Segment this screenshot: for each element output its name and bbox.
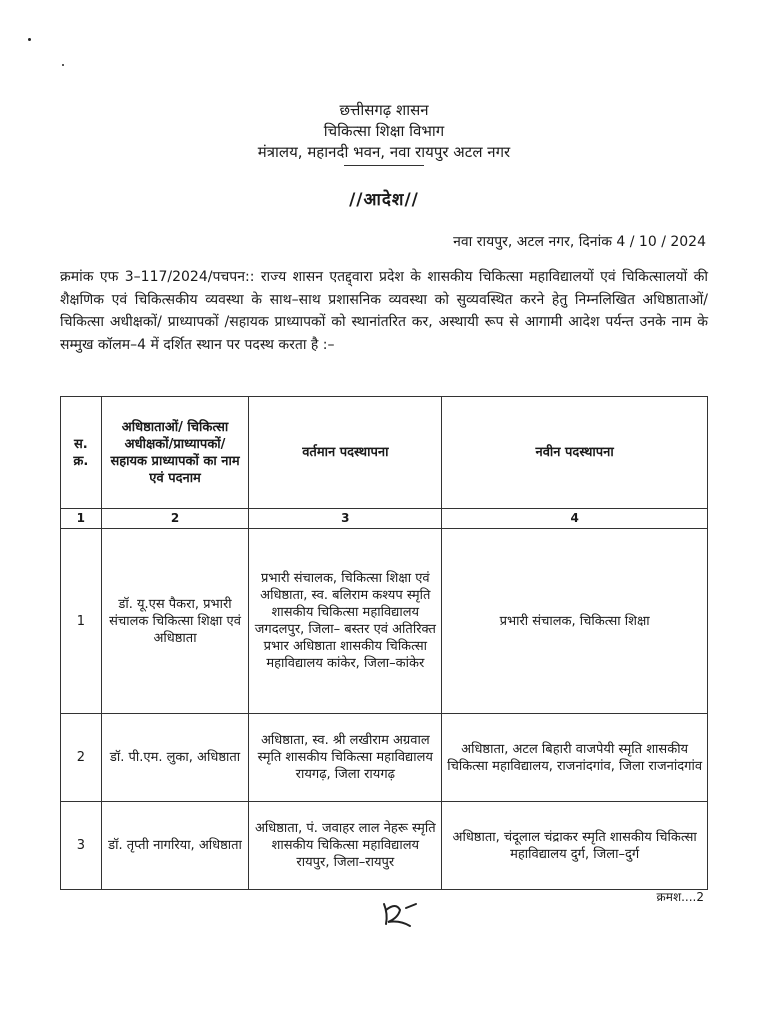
table-row [61, 529, 708, 714]
transfer-table [60, 396, 708, 890]
row-current-posting: अधिष्ठाता, स्व. श्री लखीराम अग्रवाल स्मृति शासकीय चिकित्सा महाविद्यालय रायगढ़, जिला रायगढ़ [249, 714, 442, 802]
row-sno: 3 [61, 802, 102, 890]
scan-speck [28, 38, 31, 41]
header-line-1: छत्तीसगढ़ शासन [339, 101, 429, 119]
row-name: डॉ. यू.एस पैकरा, प्रभारी संचालक चिकित्सा शिक्षा एवं अधिष्ठाता [101, 529, 249, 714]
header-line-3: मंत्रालय, महानदी भवन, नवा रायपुर अटल नगर [257, 143, 511, 161]
table-header-row [61, 397, 708, 509]
row-sno: 1 [61, 529, 102, 714]
row-name: डॉ. तृप्ती नागरिया, अधिष्ठाता [101, 802, 249, 890]
signature-initials [376, 900, 420, 930]
header-new-posting: नवीन पदस्थापना [442, 397, 708, 509]
row-new-posting: अधिष्ठाता, चंदूलाल चंद्राकर स्मृति शासकीय चिकित्सा महाविद्यालय दुर्ग, जिला–दुर्ग [442, 802, 708, 890]
scan-speck [62, 64, 64, 66]
date-line: नवा रायपुर, अटल नगर, दिनांक 4 / 10 / 2024 [453, 234, 706, 250]
table-row [61, 802, 708, 890]
table-row [61, 714, 708, 802]
header-line-2: चिकित्सा शिक्षा विभाग [323, 122, 445, 140]
order-title: //आदेश// [349, 190, 419, 210]
column-number-row [61, 509, 708, 529]
row-sno: 2 [61, 714, 102, 802]
row-current-posting: प्रभारी संचालक, चिकित्सा शिक्षा एवं अधिष्ठाता, स्व. बलिराम कश्यप स्मृति शासकीय चिकित्सा महाविद्यालय जगदलपुर, जिला– बस्तर एवं अतिरिक्त प्रभार अधिष्ठाता शासकीय चिकित्सा महाविद्यालय कांकेर, जिला–कांकेर [249, 529, 442, 714]
continuation-note: क्रमश....2 [656, 890, 704, 904]
header-sno: स. क्र. [61, 397, 102, 509]
row-name: डॉ. पी.एम. लुका, अधिष्ठाता [101, 714, 249, 802]
header-current-posting: वर्तमान पदस्थापना [249, 397, 442, 509]
column-number: 4 [442, 509, 708, 529]
header-divider [344, 165, 424, 166]
header-name-designation: अधिष्ठाताओं/ चिकित्सा अधीक्षकों/प्राध्यापकों/ सहायक प्राध्यापकों का नाम एवं पदनाम [101, 397, 249, 509]
document-header [0, 100, 768, 166]
order-body-text: क्रमांक एफ 3–117/2024/पचपन:: राज्य शासन एतद्द्वारा प्रदेश के शासकीय चिकित्सा महाविद्यालयों एवं चिकित्सालयों की शैक्षणिक एवं चिकित्सकीय व्यवस्था के साथ–साथ प्रशासनिक व्यवस्था को सुव्यवस्थित करने हेतु निम्नलिखित अधिष्ठाताओं/ चिकित्सा अधीक्षकों/ प्राध्यापकों /सहायक प्राध्यापकों को स्थानांतरित कर, अस्थायी रूप से आगामी आदेश पर्यन्त उनके नाम के सम्मुख कॉलम–4 में दर्शित स्थान पर पदस्थ करता है :– [60, 269, 708, 353]
row-new-posting: अधिष्ठाता, अटल बिहारी वाजपेयी स्मृति शासकीय चिकित्सा महाविद्यालय, राजनांदगांव, जिला राजनांदगांव [442, 714, 708, 802]
column-number: 2 [101, 509, 249, 529]
column-number: 1 [61, 509, 102, 529]
row-new-posting: प्रभारी संचालक, चिकित्सा शिक्षा [442, 529, 708, 714]
column-number: 3 [249, 509, 442, 529]
row-current-posting: अधिष्ठाता, पं. जवाहर लाल नेहरू स्मृति शासकीय चिकित्सा महाविद्यालय रायपुर, जिला–रायपुर [249, 802, 442, 890]
